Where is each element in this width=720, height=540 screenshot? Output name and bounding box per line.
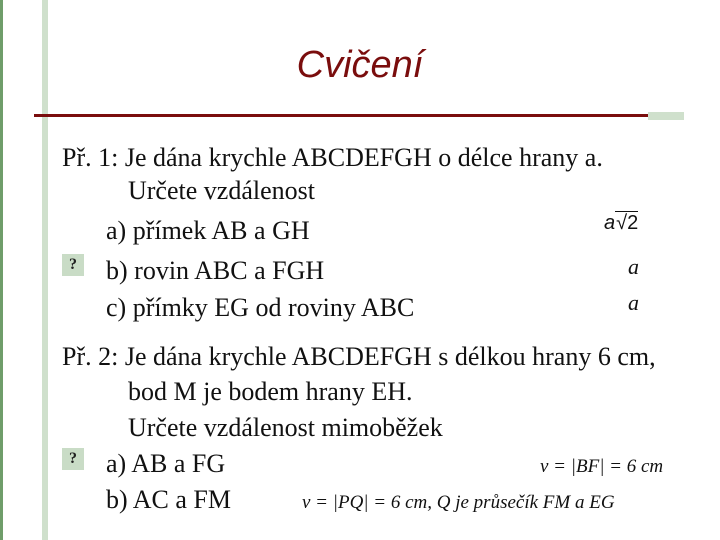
ex1-answer-a-radical: √2 bbox=[616, 212, 639, 234]
ex1-help-icon[interactable]: ? bbox=[62, 254, 84, 276]
ex2-line3: Určete vzdálenost mimoběžek bbox=[128, 413, 443, 442]
ex1-answer-a-base: a bbox=[604, 212, 616, 234]
ex2-answer-a: v = |BF| = 6 cm bbox=[540, 456, 664, 477]
ex1-answer-c: a bbox=[628, 290, 639, 315]
ex1-item-c: c) přímky EG od roviny ABC bbox=[106, 293, 415, 322]
ex2-help-icon[interactable]: ? bbox=[62, 448, 84, 470]
ex1-answer-b: a bbox=[628, 254, 639, 279]
ex1-line2: Určete vzdálenost bbox=[128, 176, 315, 205]
ex1-line1: Př. 1: Je dána krychle ABCDEFGH o délce hrany a. bbox=[62, 143, 603, 172]
ex1-item-b: b) rovin ABC a FGH bbox=[106, 256, 325, 285]
ex2-answer-b: v = |PQ| = 6 cm, Q je průsečík FM a EG bbox=[302, 492, 615, 513]
ex2-line1: Př. 2: Je dána krychle ABCDEFGH s délkou hrany 6 cm, bbox=[62, 342, 656, 371]
slide-title: Cvičení bbox=[296, 44, 424, 86]
ex1-item-a: a) přímek AB a GH bbox=[106, 216, 310, 245]
ex2-line2: bod M je bodem hrany EH. bbox=[128, 377, 413, 406]
ex1-answer-a bbox=[604, 212, 638, 235]
ex2-item-a: a) AB a FG bbox=[106, 449, 226, 478]
ex2-item-b: b) AC a FM bbox=[106, 485, 231, 514]
title-rule bbox=[34, 114, 684, 117]
title-rule-accent bbox=[648, 112, 684, 120]
